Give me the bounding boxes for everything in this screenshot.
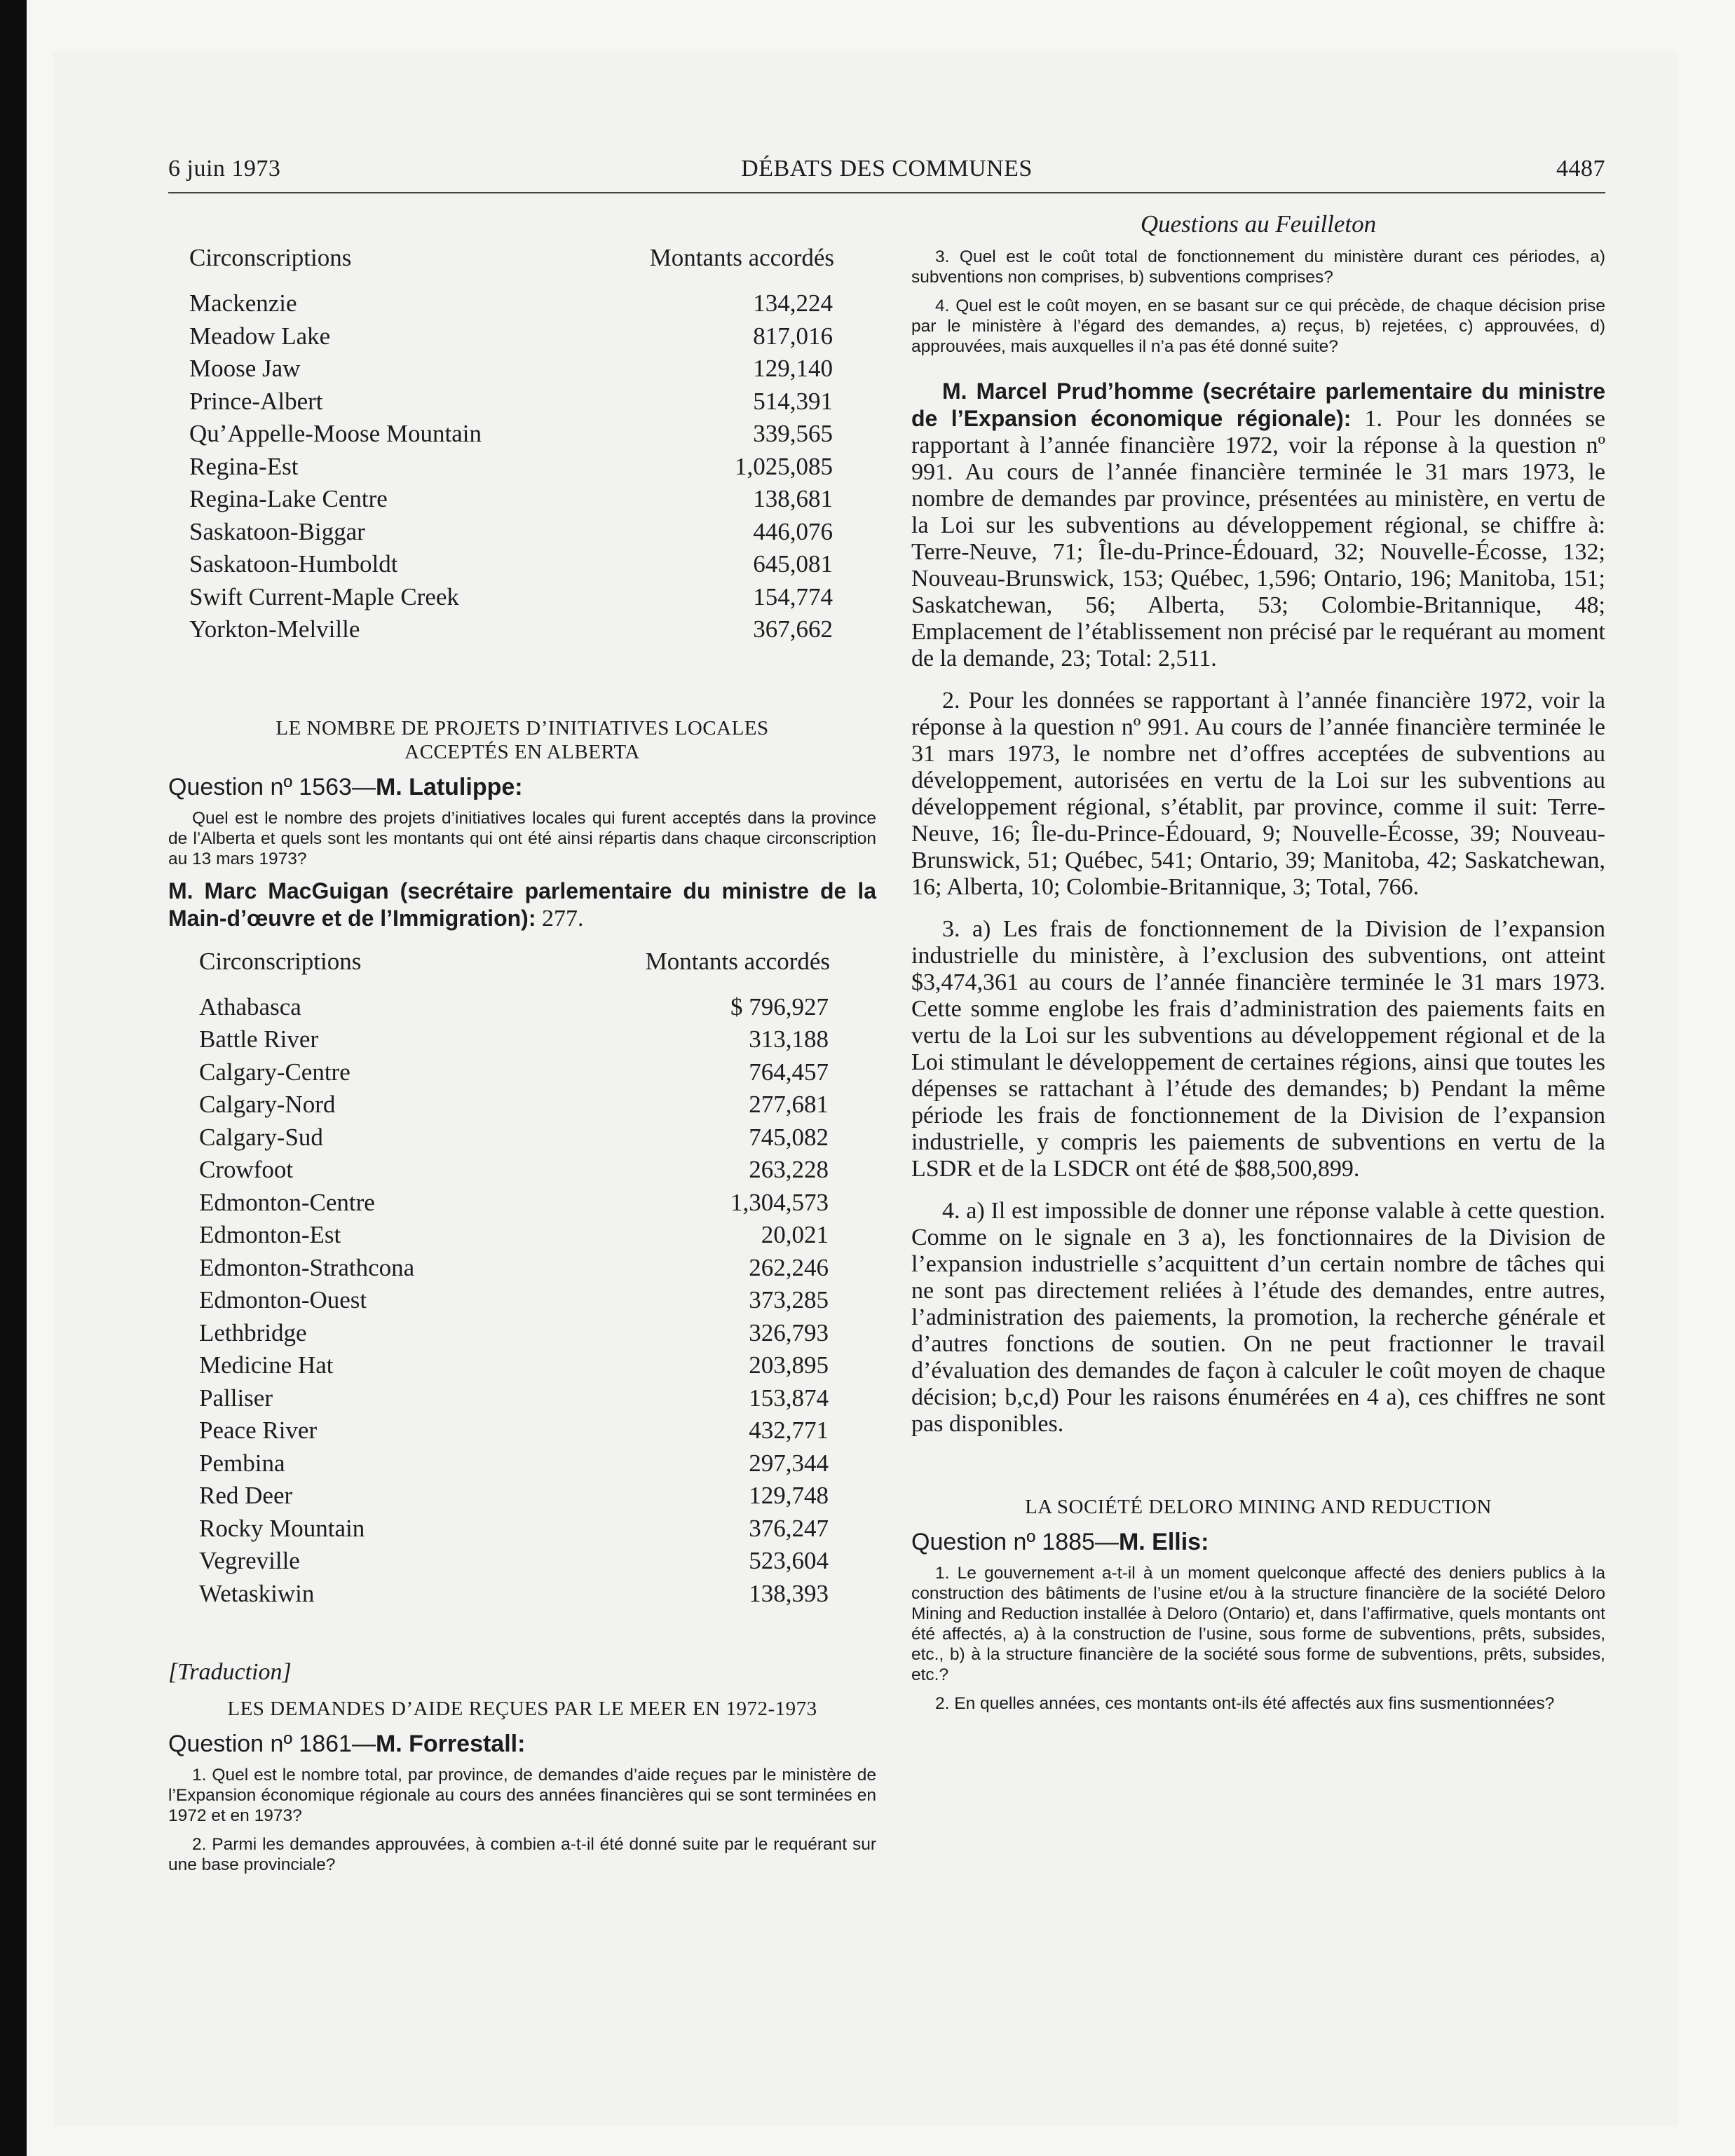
table-row [189, 581, 834, 614]
question-text-1861-p1: 1. Quel est le nombre total, par province, de demandes d’aide reçues par le ministère de l’Expansion économique régionale au cours des années financières qui se sont terminées en 1972 et en 1973? [168, 1766, 876, 1825]
question-text-1563: Quel est le nombre des projets d’initiatives locales qui furent acceptés dans la province de l’Alberta et quels sont les montants qui ont été ainsi répartis dans chaque circonscription au 13 mars 1973? [168, 808, 876, 868]
cell-circonscription: Palliser [199, 1384, 273, 1412]
col-header-circonscriptions: Circonscriptions [199, 947, 362, 975]
table-row [189, 548, 834, 581]
table-row [199, 991, 830, 1024]
cell-circonscription: Saskatoon-Humboldt [189, 550, 398, 578]
cell-montant: 432,771 [749, 1417, 829, 1444]
cell-circonscription: Regina-Lake Centre [189, 485, 388, 512]
cell-montant: 745,082 [749, 1123, 829, 1151]
section-title-meer: LES DEMANDES D’AIDE REÇUES PAR LE MEER EN 1972-1973 [227, 1698, 817, 1720]
table-row [199, 1382, 830, 1415]
table-row [189, 613, 834, 646]
cell-circonscription: Vegreville [199, 1547, 300, 1574]
cell-montant: 514,391 [753, 387, 833, 415]
cell-montant: 373,285 [749, 1286, 829, 1314]
answer-speaker: M. Marcel Prud’homme (secrétaire parlementaire du ministre de l’Expansion économique régionale): [911, 378, 1605, 431]
running-head: Questions au Feuilleton [1140, 210, 1377, 238]
cell-circonscription: Yorkton-Melville [189, 615, 360, 643]
table-header-row [189, 244, 834, 287]
table-alberta [199, 948, 830, 1611]
cell-circonscription: Rocky Mountain [199, 1514, 365, 1542]
cell-montant: 645,081 [753, 550, 833, 578]
cell-montant: 277,681 [749, 1091, 829, 1118]
cell-montant: 154,774 [753, 582, 833, 610]
cell-montant: 263,228 [749, 1156, 829, 1183]
cell-montant: 138,681 [753, 485, 833, 512]
table-row [199, 1252, 830, 1285]
cell-montant: 20,021 [761, 1221, 829, 1248]
table-row [189, 418, 834, 451]
cell-montant: 764,457 [749, 1058, 829, 1086]
cell-circonscription: Swift Current-Maple Creek [189, 582, 459, 610]
cell-montant: 129,748 [749, 1482, 829, 1509]
table-row [189, 386, 834, 418]
header-date: 6 juin 1973 [168, 156, 281, 182]
cell-circonscription: Crowfoot [199, 1156, 294, 1183]
cell-montant: 153,874 [749, 1384, 829, 1412]
question-text-1861-p4: 4. Quel est le coût moyen, en se basant sur ce qui précède, de chaque décision prise par le ministère à l’égard des demandes, a) reçus, b) rejetées, c) approuvées, d) approuvées, mais auxquelles il n’a pas été donné suite? [911, 296, 1605, 356]
table-row [199, 1480, 830, 1513]
table-row [199, 1545, 830, 1578]
question-heading-1861 [168, 1731, 876, 1758]
table-header-row [199, 948, 830, 991]
col-header-circonscriptions: Circonscriptions [189, 244, 352, 271]
cell-circonscription: Mackenzie [189, 289, 297, 317]
answer-1861-p2: 2. Pour les données se rapportant à l’année financière 1972, voir la réponse à la question nº 991. Au cours de l’année financière terminée le 31 mars 1973, le nombre net d’offres acceptées de subventions au développement, autorisées en vertu de la Loi sur les subventions au développement régional, s’établit, par province, comme il suit: Terre-Neuve, 16; Île-du-Prince-Édouard, 9; Nouvelle-Écosse, 39; Nouveau-Brunswick, 51; Québec, 541; Ontario, 39; Manitoba, 42; Saskatchewan, 16; Alberta, 10; Colombie-Britannique, 3; Total, 766. [911, 688, 1605, 900]
cell-circonscription: Edmonton-Strathcona [199, 1253, 415, 1281]
table-row [199, 1578, 830, 1611]
table-row [189, 287, 834, 320]
table-row [199, 1284, 830, 1317]
cell-circonscription: Meadow Lake [189, 322, 331, 350]
table-row [199, 1414, 830, 1447]
table-row [199, 1154, 830, 1187]
question-heading-1563 [168, 774, 876, 801]
cell-montant: 326,793 [749, 1318, 829, 1346]
table-row [199, 1089, 830, 1121]
cell-circonscription: Peace River [199, 1417, 318, 1444]
table-row [199, 1219, 830, 1252]
right-column [911, 210, 1605, 1722]
table-row [189, 353, 834, 386]
question-number: Question nº 1885— [911, 1529, 1119, 1555]
table-row [199, 1023, 830, 1056]
cell-montant: 1,025,085 [735, 452, 833, 480]
question-text-1861-p3: 3. Quel est le coût total de fonctionnement du ministère durant ces périodes, a) subventions non comprises, b) subventions comprises? [911, 247, 1605, 287]
cell-circonscription: Edmonton-Centre [199, 1188, 375, 1216]
cell-montant: 262,246 [749, 1253, 829, 1281]
cell-circonscription: Lethbridge [199, 1318, 307, 1346]
cell-montant: 297,344 [749, 1449, 829, 1477]
cell-circonscription: Qu’Appelle-Moose Mountain [189, 420, 482, 447]
question-number: Question nº 1563— [168, 773, 376, 800]
cell-circonscription: Athabasca [199, 992, 301, 1021]
question-text-1885-p1: 1. Le gouvernement a-t-il à un moment quelconque affecté des deniers publics à la construction des bâtiments de l’usine et/ou à la structure financière de la société Deloro Mining and Reduction installée à Deloro (Ontario) et, dans l’affirmative, quels montants ont été affectés, a) à la construction de l’usine, sous forme de subventions, prêts, subsides, etc., b) à la structure financière de la société sous forme de subventions, prêts, subsides, etc.? [911, 1564, 1605, 1684]
table-saskatchewan [189, 244, 834, 646]
cell-montant: 134,224 [753, 289, 833, 317]
table-row [199, 1121, 830, 1154]
answer-1861-p1 [911, 378, 1605, 672]
table-row [199, 1349, 830, 1382]
table-row [189, 516, 834, 549]
cell-circonscription: Edmonton-Est [199, 1221, 341, 1248]
table-row [199, 1317, 830, 1350]
answer-text: 1. Pour les données se rapportant à l’année financière 1972, voir la réponse à la question nº 991. Au cours de l’année financière terminée le 31 mars 1973, le nombre de demandes par province, présentées au ministère, en vertu de la Loi sur les subventions au développement régional, se chiffre à: Terre-Neuve, 71; Île-du-Prince-Édouard, 32; Nouvelle-Écosse, 132; Nouveau-Brunswick, 153; Québec, 1,596; Ontario, 196; Manitoba, 151; Saskatchewan, 56; Alberta, 53; Colombie-Britannique, 48; Emplacement de l’établissement non précisé par le requérant au moment de la demande, 23; Total: 2,511. [911, 406, 1606, 671]
table-row [189, 320, 834, 353]
table-body [199, 991, 830, 1611]
table-row [199, 1447, 830, 1480]
traduction-note: [Traduction] [168, 1659, 292, 1685]
table-row [199, 1513, 830, 1546]
question-heading-1885 [911, 1529, 1605, 1556]
cell-circonscription: Medicine Hat [199, 1351, 334, 1379]
cell-montant: 376,247 [749, 1514, 829, 1542]
cell-montant: 203,895 [749, 1351, 829, 1379]
table-body [189, 287, 834, 646]
cell-montant: 1,304,573 [730, 1188, 829, 1216]
cell-circonscription: Calgary-Nord [199, 1091, 336, 1118]
question-member: M. Latulippe: [375, 773, 523, 800]
cell-circonscription: Prince-Albert [189, 387, 323, 415]
cell-montant: 339,565 [753, 420, 833, 447]
cell-montant: 817,016 [753, 322, 833, 350]
question-text-1885-p2: 2. En quelles années, ces montants ont-ils été affectés aux fins susmentionnées? [935, 1694, 1555, 1713]
answer-text: 277. [541, 905, 584, 932]
cell-circonscription: Wetaskiwin [199, 1579, 315, 1607]
cell-circonscription: Red Deer [199, 1482, 293, 1509]
question-text-1861-p2: 2. Parmi les demandes approuvées, à combien a-t-il été donné suite par le requérant sur une base provinciale? [168, 1835, 876, 1874]
question-member: M. Ellis: [1118, 1529, 1209, 1555]
table-row [189, 483, 834, 516]
header-page-number: 4487 [1556, 156, 1605, 182]
cell-circonscription: Calgary-Centre [199, 1058, 351, 1086]
cell-montant: 446,076 [753, 517, 833, 545]
cell-montant: $ 796,927 [730, 992, 829, 1021]
cell-montant: 129,140 [753, 355, 833, 382]
question-member: M. Forrestall: [375, 1731, 526, 1757]
answer-1861-p3: 3. a) Les frais de fonctionnement de la Division de l’expansion industrielle du ministère, à l’exclusion des subventions, ont atteint $3,474,361 au cours de l’année financière terminée le 31 mars 1973. Cette somme englobe les frais d’administration des paiements faits en vertu de la Loi sur les subventions au développement régional et de la Loi stimulant le développement de certaines régions, ainsi que toutes les dépenses se rattachant à l’étude des demandes; b) Pendant la même période les frais de fonctionnement de la Division de l’expansion industrielle, y compris les paiements de subventions en vertu de la LSDR et de la LSDCR ont été de $88,500,899. [911, 916, 1605, 1182]
table-row [199, 1056, 830, 1089]
section-title-alberta: LE NOMBRE DE PROJETS D’INITIATIVES LOCALES ACCEPTÉS EN ALBERTA [275, 716, 769, 763]
cell-circonscription: Calgary-Sud [199, 1123, 323, 1151]
answer-1861-p4: 4. a) Il est impossible de donner une réponse valable à cette question. Comme on le signale en 3 a), les fonctionnaires de la Division de l’expansion industrielle s’acquittent d’un certain nombre de tâches qui ne sont pas directement reliées à l’étude des demandes, entre autres, l’administration des paiements, la promotion, la recherche générale et d’autres fonctions de soutien. On ne peut fractionner le travail d’évaluation des demandes de façon à calculer le coût moyen de chaque décision; b,c,d) Pour les raisons énumérées en 4 a), ces chiffres ne sont pas disponibles. [911, 1198, 1605, 1437]
cell-circonscription: Pembina [199, 1449, 285, 1477]
cell-montant: 367,662 [753, 615, 833, 643]
col-header-montants: Montants accordés [649, 244, 834, 271]
cell-circonscription: Edmonton-Ouest [199, 1286, 367, 1314]
table-row [199, 1187, 830, 1220]
cell-montant: 523,604 [749, 1547, 829, 1574]
page-header [168, 156, 1605, 193]
question-number: Question nº 1861— [168, 1731, 376, 1757]
left-column [168, 210, 876, 1883]
col-header-montants: Montants accordés [645, 947, 830, 975]
cell-circonscription: Battle River [199, 1025, 319, 1053]
answer-1563 [168, 878, 876, 932]
cell-montant: 138,393 [749, 1579, 829, 1607]
cell-montant: 313,188 [749, 1025, 829, 1053]
cell-circonscription: Saskatoon-Biggar [189, 517, 365, 545]
scan-edge-bar [0, 0, 27, 2156]
cell-circonscription: Moose Jaw [189, 355, 301, 382]
cell-circonscription: Regina-Est [189, 452, 299, 480]
header-title: DÉBATS DES COMMUNES [741, 156, 1033, 182]
section-title-deloro: LA SOCIÉTÉ DELORO MINING AND REDUCTION [1025, 1496, 1492, 1518]
answer-speaker: M. Marc MacGuigan (secrétaire parlementaire du ministre de la Main-d’œuvre et de l’Immigration): [168, 878, 876, 931]
table-row [189, 451, 834, 484]
